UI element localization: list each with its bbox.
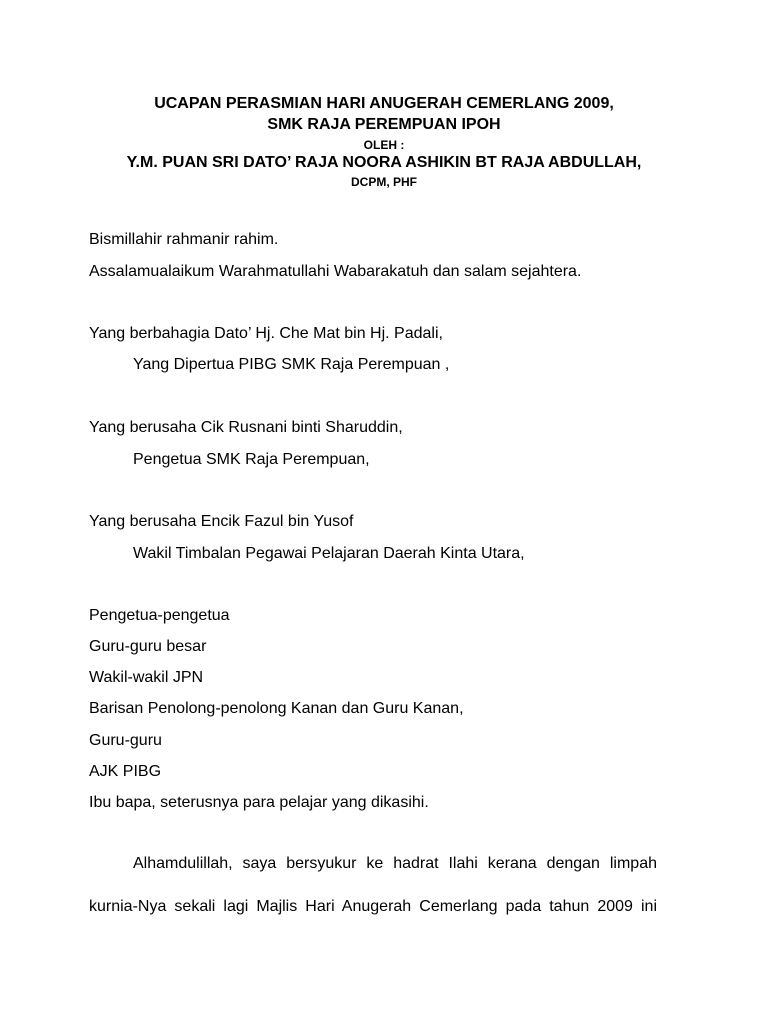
speaker-name: Y.M. PUAN SRI DATO’ RAJA NOORA ASHIKIN BT RAJA ABDULLAH, (126, 154, 642, 171)
school-name: SMK RAJA PEREMPUAN IPOH (267, 116, 501, 133)
speech-title: UCAPAN PERASMIAN HARI ANUGERAH CEMERLANG 2009, (154, 95, 614, 112)
salutation-name: Yang berbahagia Dato’ Hj. Che Mat bin Hj. Padali, (89, 325, 443, 342)
speaker-honours: DCPM, PHF (351, 175, 417, 189)
salam-line: Assalamualaikum Warahmatullahi Wabarakatuh dan salam sejahtera. (89, 263, 582, 280)
audience-item: Pengetua-pengetua (89, 607, 230, 624)
audience-item: Ibu bapa, seterusnya para pelajar yang dikasihi. (89, 794, 429, 811)
salutation-position: Pengetua SMK Raja Perempuan, (133, 451, 370, 468)
salutation-position: Yang Dipertua PIBG SMK Raja Perempuan , (133, 356, 450, 373)
by-label: OLEH : (363, 138, 405, 152)
audience-item: Guru-guru (89, 732, 162, 749)
audience-item: Guru-guru besar (89, 638, 207, 655)
bismillah-line: Bismillahir rahmanir rahim. (89, 231, 279, 248)
salutation-position: Wakil Timbalan Pegawai Pelajaran Daerah Kinta Utara, (133, 545, 525, 562)
body-paragraph-line: kurnia-Nya sekali lagi Majlis Hari Anugerah Cemerlang pada tahun 2009 ini (89, 898, 657, 915)
audience-item: Barisan Penolong-penolong Kanan dan Guru Kanan, (89, 700, 464, 717)
audience-item: Wakil-wakil JPN (89, 669, 204, 686)
audience-item: AJK PIBG (89, 763, 162, 780)
body-paragraph-line: Alhamdulillah, saya bersyukur ke hadrat Ilahi kerana dengan limpah (133, 855, 657, 872)
salutation-name: Yang berusaha Encik Fazul bin Yusof (89, 513, 354, 530)
salutation-name: Yang berusaha Cik Rusnani binti Sharuddin, (89, 419, 403, 436)
